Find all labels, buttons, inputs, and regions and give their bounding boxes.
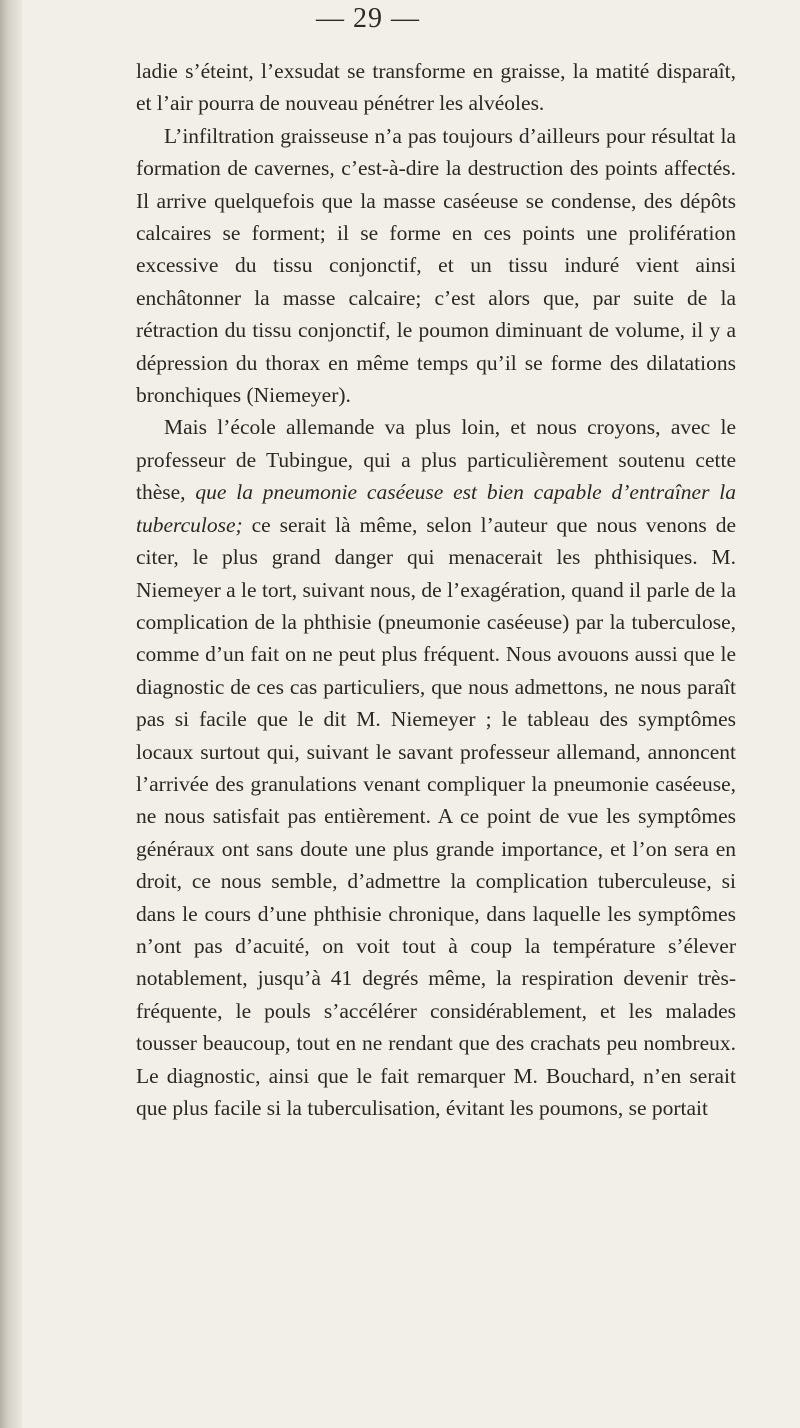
paragraph-3-italic-thesis: que la pneumonie caséeuse est bien capable d’entraîner la tuberculose;: [136, 480, 736, 537]
book-page: [48, 0, 778, 1428]
binding-shadow: [0, 0, 22, 1428]
page-number: — 29 —: [316, 3, 420, 34]
paragraph-2: [136, 120, 736, 412]
paragraph-2-text: L’infiltration graisseuse n’a pas toujours d’ailleurs pour résultat la formation de cavernes, c’est-à-dire la destruction des points affectés. Il arrive quelquefois que la masse caséeuse se condense, des dépôts calcaires se forment; il se forme en ces points une prolifération excessive du tissu conjonctif, et un tissu induré vient ainsi enchâtonner la masse calcaire; c’est alors que, par suite de la rétraction du tissu conjonctif, le poumon diminuant de volume, il y a dépression du thorax en même temps qu’il se forme des dilatations bronchiques (Niemeyer).: [136, 123, 736, 408]
paragraph-1-text: ladie s’éteint, l’exsudat se transforme en graisse, la matité disparaît, et l’air pourra de nouveau pénétrer les alvéoles.: [136, 59, 736, 116]
paragraph-3-text-end: ce serait là même, selon l’auteur que nous venons de citer, le plus grand danger qui menacerait les phthisiques. M. Niemeyer a le tort, suivant nous, de l’exagération, quand il parle de la complication de la phthisie (pneumonie caséeuse) par la tuberculose, comme d’un fait on ne peut plus fréquent. Nous avouons aussi que le diagnostic de ces cas particuliers, que nous admettons, ne nous paraît pas si facile que le dit M. Niemeyer ; le tableau des symptômes locaux surtout qui, suivant le savant professeur allemand, annoncent l’arrivée des granulations venant compliquer la pneumonie caséeuse, ne nous satisfait pas entièrement. A ce point de vue les symptômes généraux ont sans doute une plus grande importance, et l’on sera en droit, ce nous semble, d’admettre la complication tuberculeuse, si dans le cours d’une phthisie chronique, dans laquelle les symptômes n’ont pas d’acuité, on voit tout à coup la température s’élever notablement, jusqu’à 41 degrés même, la respiration devenir très-fréquente, le pouls s’accélérer considérablement, et les malades tousser beaucoup, tout en ne rendant que des crachats peu nombreux. Le diagnostic, ainsi que le fait remarquer M. Bouchard, n’en serait que plus facile si la tuberculisation, évitant les poumons, se portait: [136, 512, 736, 1120]
paragraph-1: [136, 55, 736, 120]
paragraph-3-text-start: Mais l’école allemande va plus loin, et nous croyons, avec le professeur de Tubingue, qui a plus particulièrement soutenu cette thèse,: [136, 415, 736, 505]
body-text: [136, 55, 736, 1124]
paragraph-3: [136, 411, 736, 1124]
